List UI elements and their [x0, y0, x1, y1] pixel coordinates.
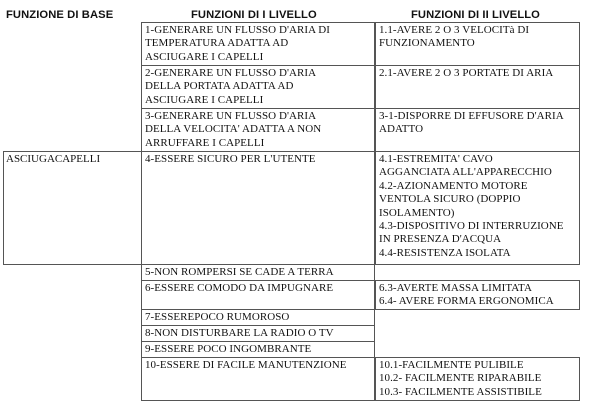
- level1-cell: [141, 264, 375, 281]
- cell-line: 10.2- FACILMENTE RIPARABILE: [379, 372, 542, 385]
- cell-line: ISOLAMENTO): [379, 206, 455, 219]
- header-base: FUNZIONE DI BASE: [6, 9, 114, 21]
- cell-line: 4.1-ESTREMITA' CAVO: [379, 153, 493, 165]
- base-border-bottom: [3, 264, 141, 265]
- cell-line: 9-ESSERE POCO INGOMBRANTE: [145, 343, 312, 355]
- cell-line: 4.3-DISPOSITIVO DI INTERRUZIONE: [379, 220, 564, 233]
- level1-cell: [141, 357, 375, 401]
- level1-cell: [141, 22, 375, 66]
- cell-line: 4.2-AZIONAMENTO MOTORE: [379, 179, 528, 192]
- cell-line: 1.1-AVERE 2 O 3 VELOCITà DI: [379, 24, 530, 36]
- base-border-left: [3, 151, 4, 265]
- level2-cell: [375, 108, 580, 152]
- cell-line: ASCIUGARE I CAPELLI: [145, 93, 264, 106]
- level2-cell: [375, 151, 580, 265]
- cell-line: 4.4-RESISTENZA ISOLATA: [379, 246, 511, 259]
- cell-line: 5-NON ROMPERSI SE CADE A TERRA: [145, 266, 334, 278]
- cell-line: ADATTO: [379, 123, 424, 136]
- level1-cell: [141, 65, 375, 109]
- level1-cell: [141, 280, 375, 310]
- cell-line: ASCIUGARE I CAPELLI: [145, 50, 264, 63]
- level1-cell: [141, 151, 375, 265]
- level2-cell: [375, 280, 580, 310]
- cell-line: DELLA PORTATA ADATTA AD: [145, 80, 294, 93]
- cell-line: 2.1-AVERE 2 O 3 PORTATE DI ARIA: [379, 67, 554, 79]
- level1-cell: [141, 325, 375, 342]
- cell-line: DELLA VELOCITA' ADATTA A NON: [145, 123, 322, 136]
- header-level1: FUNZIONI DI I LIVELLO: [191, 9, 317, 21]
- cell-line: 10-ESSERE DI FACILE MANUTENZIONE: [145, 359, 347, 371]
- cell-line: 8-NON DISTURBARE LA RADIO O TV: [145, 327, 334, 339]
- cell-line: TEMPERATURA ADATTA AD: [145, 37, 289, 50]
- cell-line: ARRUFFARE I CAPELLI: [145, 136, 265, 149]
- cell-line: 10.3- FACILMENTE ASSISTIBILE: [379, 385, 542, 398]
- base-function: ASCIUGACAPELLI: [6, 153, 101, 165]
- cell-line: VENTOLA SICURO (DOPPIO: [379, 193, 521, 206]
- cell-line: 3-1-DISPORRE DI EFFUSORE D'ARIA: [379, 110, 564, 122]
- cell-line: 1-GENERARE UN FLUSSO D'ARIA DI: [145, 24, 330, 36]
- base-border-top: [3, 151, 141, 152]
- level1-cell: [141, 341, 375, 358]
- level2-cell: [375, 65, 580, 109]
- level1-cell: [141, 108, 375, 152]
- cell-line: 10.1-FACILMENTE PULIBILE: [379, 359, 524, 371]
- cell-line: 6.4- AVERE FORMA ERGONOMICA: [379, 295, 554, 308]
- level2-cell: [375, 357, 580, 401]
- cell-line: IN PRESENZA D'ACQUA: [379, 233, 502, 246]
- cell-line: AGGANCIATA ALL'APPARECCHIO: [379, 166, 552, 179]
- cell-line: 6.3-AVERTE MASSA LIMITATA: [379, 282, 532, 294]
- cell-line: 7-ESSEREPOCO RUMOROSO: [145, 311, 290, 323]
- cell-line: 6-ESSERE COMODO DA IMPUGNARE: [145, 282, 334, 294]
- cell-line: 2-GENERARE UN FLUSSO D'ARIA: [145, 67, 317, 79]
- cell-line: FUNZIONAMENTO: [379, 37, 475, 50]
- header-level2: FUNZIONI DI II LIVELLO: [411, 9, 540, 21]
- level1-cell: [141, 309, 375, 326]
- cell-line: 3-GENERARE UN FLUSSO D'ARIA: [145, 110, 317, 122]
- level2-cell: [375, 22, 580, 66]
- cell-line: 4-ESSERE SICURO PER L'UTENTE: [145, 153, 316, 165]
